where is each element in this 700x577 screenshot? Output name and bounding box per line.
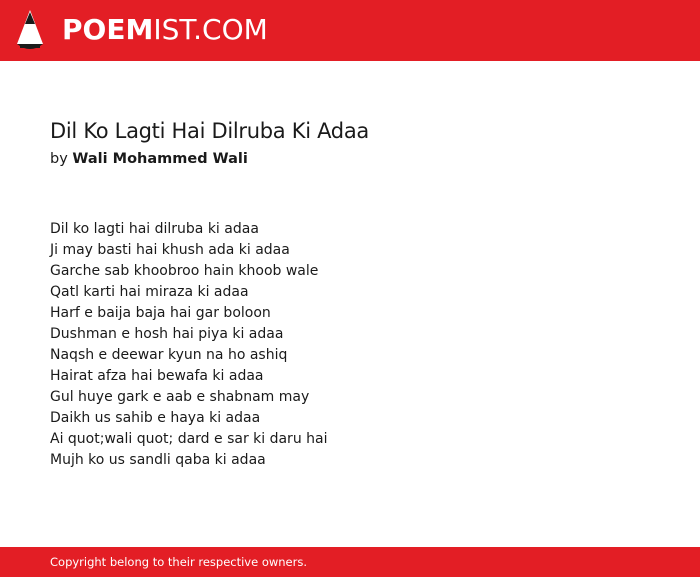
by-label: by bbox=[50, 151, 68, 167]
site-logo-link[interactable] bbox=[62, 12, 268, 48]
site-footer bbox=[0, 547, 700, 577]
poem-body bbox=[50, 219, 327, 471]
pencil-icon[interactable] bbox=[17, 10, 43, 52]
poem-line: Ai quot;wali quot; dard e sar ki daru hai bbox=[50, 431, 328, 447]
poem-line: Dushman e hosh hai piya ki adaa bbox=[50, 326, 284, 342]
poem-line: Hairat afza hai bewafa ki adaa bbox=[50, 368, 264, 384]
poem-byline bbox=[50, 149, 248, 169]
author-name[interactable]: Wali Mohammed Wali bbox=[72, 151, 248, 167]
poem-line: Dil ko lagti hai dilruba ki adaa bbox=[50, 221, 259, 237]
logo-text-light: IST.COM bbox=[153, 13, 268, 46]
copyright-text: Copyright belong to their respective owners. bbox=[50, 555, 308, 569]
poem-line: Garche sab khoobroo hain khoob wale bbox=[50, 263, 319, 279]
poem-line: Gul huye gark e aab e shabnam may bbox=[50, 389, 310, 405]
poem-line: Mujh ko us sandli qaba ki adaa bbox=[50, 452, 266, 468]
logo-text-bold: POEM bbox=[62, 13, 154, 46]
poem-line: Harf e baija baja hai gar boloon bbox=[50, 305, 271, 321]
poem-line: Ji may basti hai khush ada ki adaa bbox=[50, 242, 290, 258]
poem-line: Naqsh e deewar kyun na ho ashiq bbox=[50, 347, 288, 363]
poem-line: Qatl karti hai miraza ki adaa bbox=[50, 284, 249, 300]
poem-line: Daikh us sahib e haya ki adaa bbox=[50, 410, 261, 426]
site-header bbox=[0, 0, 700, 61]
poem-title: Dil Ko Lagti Hai Dilruba Ki Adaa bbox=[50, 119, 369, 143]
